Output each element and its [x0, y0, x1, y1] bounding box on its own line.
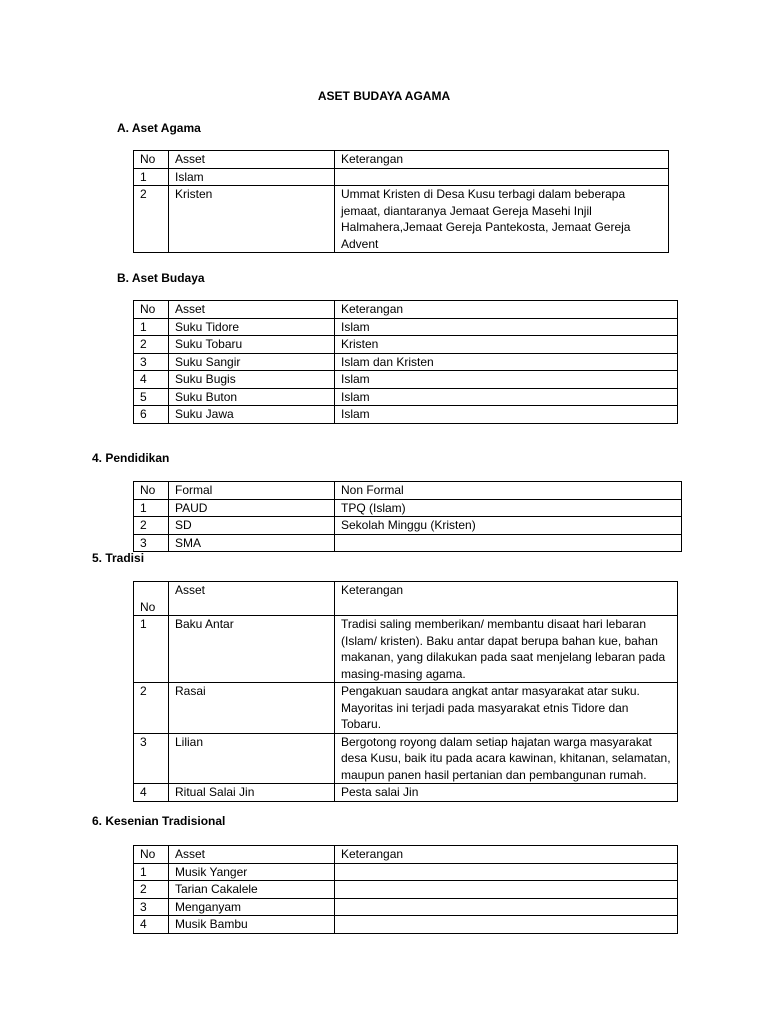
cell-formal: PAUD: [169, 499, 335, 517]
cell-asset: Suku Sangir: [169, 353, 335, 371]
table-row: [134, 898, 678, 916]
col-header-formal: Formal: [169, 482, 335, 500]
cell-formal: SD: [169, 517, 335, 535]
cell-keterangan: Bergotong royong dalam setiap hajatan warga masyarakat desa Kusu, baik itu pada acara kawinan, khitanan, selamatan, maupun panen hasil pertanian dan pembangunan rumah.: [335, 733, 678, 784]
cell-keterangan: [335, 168, 669, 186]
table-row: [134, 616, 678, 683]
table-row: [134, 881, 678, 899]
table-row: [134, 916, 678, 934]
table-aset-agama: [133, 150, 669, 253]
cell-no: 1: [134, 499, 169, 517]
cell-asset: Suku Tidore: [169, 318, 335, 336]
section-heading-aset-budaya: B. Aset Budaya: [117, 271, 205, 285]
table-header-row: [134, 582, 678, 616]
cell-keterangan: [335, 916, 678, 934]
cell-asset: Islam: [169, 168, 335, 186]
cell-keterangan: Pengakuan saudara angkat antar masyarakat atar suku. Mayoritas ini terjadi pada masyarakat etnis Tidore dan Tobaru.: [335, 683, 678, 734]
section-heading-aset-agama: A. Aset Agama: [117, 121, 201, 135]
cell-asset: Lilian: [169, 733, 335, 784]
cell-no: 2: [134, 186, 169, 253]
col-header-non-formal: Non Formal: [335, 482, 682, 500]
cell-formal: SMA: [169, 534, 335, 552]
cell-asset: Suku Buton: [169, 388, 335, 406]
cell-keterangan: Ummat Kristen di Desa Kusu terbagi dalam beberapa jemaat, diantaranya Jemaat Gereja Masehi Injil Halmahera,Jemaat Gereja Pantekosta, Jemaat Gereja Advent: [335, 186, 669, 253]
cell-keterangan: Islam: [335, 388, 678, 406]
table-header-row: [134, 846, 678, 864]
table-tradisi: [133, 581, 678, 802]
cell-asset: Suku Tobaru: [169, 336, 335, 354]
cell-asset: Tarian Cakalele: [169, 881, 335, 899]
cell-non-formal: [335, 534, 682, 552]
cell-keterangan: Islam: [335, 318, 678, 336]
col-header-no: No: [134, 151, 169, 169]
table-row: [134, 733, 678, 784]
cell-no: 3: [134, 733, 169, 784]
table-row: [134, 406, 678, 424]
col-header-asset: Asset: [169, 582, 335, 616]
table-row: [134, 534, 682, 552]
cell-asset: Rasai: [169, 683, 335, 734]
cell-keterangan: Tradisi saling memberikan/ membantu disaat hari lebaran (Islam/ kristen). Baku antar dapat berupa bahan kue, bahan makanan, yang dilakukan pada saat menjelang lebaran pada masing-masing agama.: [335, 616, 678, 683]
col-header-asset: Asset: [169, 151, 335, 169]
cell-keterangan: Pesta salai Jin: [335, 784, 678, 802]
table-row: [134, 186, 669, 253]
col-header-no: No: [134, 846, 169, 864]
section-heading-pendidikan: 4. Pendidikan: [92, 451, 170, 465]
cell-no: 3: [134, 898, 169, 916]
cell-no: 3: [134, 353, 169, 371]
cell-no: 2: [134, 683, 169, 734]
table-header-row: [134, 301, 678, 319]
cell-non-formal: TPQ (Islam): [335, 499, 682, 517]
cell-non-formal: Sekolah Minggu (Kristen): [335, 517, 682, 535]
col-header-keterangan: Keterangan: [335, 151, 669, 169]
cell-no: 2: [134, 336, 169, 354]
page-title: ASET BUDAYA AGAMA: [317, 89, 451, 103]
col-header-no: No: [134, 582, 169, 616]
col-header-keterangan: Keterangan: [335, 582, 678, 616]
table-row: [134, 499, 682, 517]
table-row: [134, 318, 678, 336]
section-heading-kesenian: 6. Kesenian Tradisional: [92, 814, 226, 828]
table-row: [134, 168, 669, 186]
cell-asset: Kristen: [169, 186, 335, 253]
cell-asset: Baku Antar: [169, 616, 335, 683]
cell-asset: Musik Yanger: [169, 863, 335, 881]
cell-no: 4: [134, 784, 169, 802]
table-row: [134, 388, 678, 406]
cell-no: 1: [134, 168, 169, 186]
table-header-row: [134, 151, 669, 169]
cell-no: 2: [134, 517, 169, 535]
cell-keterangan: Kristen: [335, 336, 678, 354]
cell-asset: Ritual Salai Jin: [169, 784, 335, 802]
cell-no: 1: [134, 863, 169, 881]
table-row: [134, 863, 678, 881]
cell-no: 1: [134, 616, 169, 683]
col-header-asset: Asset: [169, 846, 335, 864]
table-kesenian: [133, 845, 678, 934]
table-row: [134, 517, 682, 535]
table-row: [134, 683, 678, 734]
cell-asset: Suku Bugis: [169, 371, 335, 389]
cell-no: 2: [134, 881, 169, 899]
col-header-no: No: [134, 482, 169, 500]
table-row: [134, 353, 678, 371]
col-header-no: No: [134, 301, 169, 319]
table-aset-budaya: [133, 300, 678, 424]
cell-no: 5: [134, 388, 169, 406]
cell-no: 1: [134, 318, 169, 336]
table-pendidikan: [133, 481, 682, 552]
cell-no: 3: [134, 534, 169, 552]
table-row: [134, 371, 678, 389]
cell-keterangan: Islam dan Kristen: [335, 353, 678, 371]
table-row: [134, 784, 678, 802]
cell-keterangan: [335, 863, 678, 881]
cell-keterangan: [335, 881, 678, 899]
cell-no: 4: [134, 371, 169, 389]
section-heading-tradisi: 5. Tradisi: [92, 551, 145, 565]
col-header-asset: Asset: [169, 301, 335, 319]
cell-asset: Suku Jawa: [169, 406, 335, 424]
table-row: [134, 336, 678, 354]
cell-asset: Musik Bambu: [169, 916, 335, 934]
table-header-row: [134, 482, 682, 500]
cell-keterangan: Islam: [335, 371, 678, 389]
cell-no: 4: [134, 916, 169, 934]
cell-keterangan: [335, 898, 678, 916]
cell-no: 6: [134, 406, 169, 424]
cell-asset: Menganyam: [169, 898, 335, 916]
cell-keterangan: Islam: [335, 406, 678, 424]
col-header-keterangan: Keterangan: [335, 301, 678, 319]
col-header-keterangan: Keterangan: [335, 846, 678, 864]
